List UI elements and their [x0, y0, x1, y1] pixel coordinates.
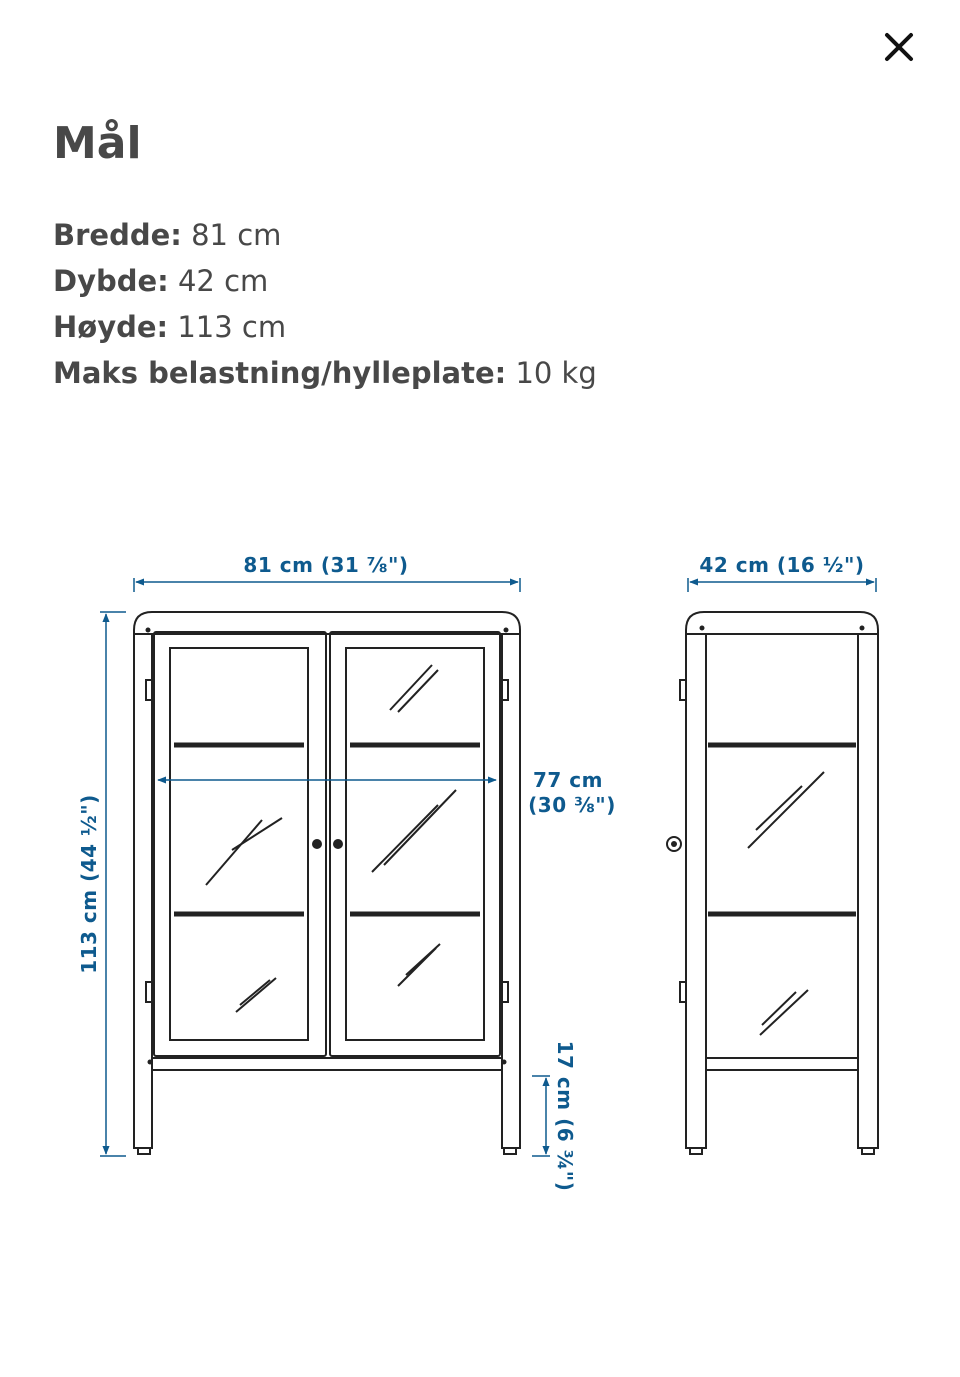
height-label: 113 cm (44 ½"): [77, 794, 101, 974]
dimension-specs: [53, 212, 597, 396]
close-icon: [874, 22, 924, 72]
cabinet-front-view: [134, 612, 520, 1154]
spec-value: 10 kg: [515, 356, 597, 390]
spec-label: Dybde:: [53, 264, 169, 298]
inner-width-inch-label: (30 ⅜"): [528, 793, 616, 817]
spec-width: [53, 212, 597, 258]
close-button[interactable]: [874, 22, 924, 72]
spec-label: Høyde:: [53, 310, 169, 344]
cabinet-side-shelves: [708, 745, 856, 914]
spec-depth: [53, 258, 597, 304]
cabinet-side-fittings: [671, 626, 865, 848]
spec-value: 42 cm: [177, 264, 269, 298]
cabinet-side-view: [667, 612, 878, 1154]
spec-label: Bredde:: [53, 218, 182, 252]
page-title: Mål: [53, 118, 142, 169]
spec-label: Maks belastning/hylleplate:: [53, 356, 507, 390]
spec-height: [53, 304, 597, 350]
depth-label: 42 cm (16 ½"): [699, 553, 865, 577]
glass-reflection-side: [748, 772, 824, 1035]
spec-value: 81 cm: [191, 218, 282, 252]
leg-height-label: 17 cm (6 ¾"): [553, 1040, 577, 1192]
spec-max-load: [53, 350, 597, 396]
dimension-drawing: [0, 520, 960, 1240]
spec-value: 113 cm: [177, 310, 287, 344]
front-width-label: 81 cm (31 ⅞"): [243, 553, 409, 577]
inner-width-label: 77 cm: [533, 768, 603, 792]
